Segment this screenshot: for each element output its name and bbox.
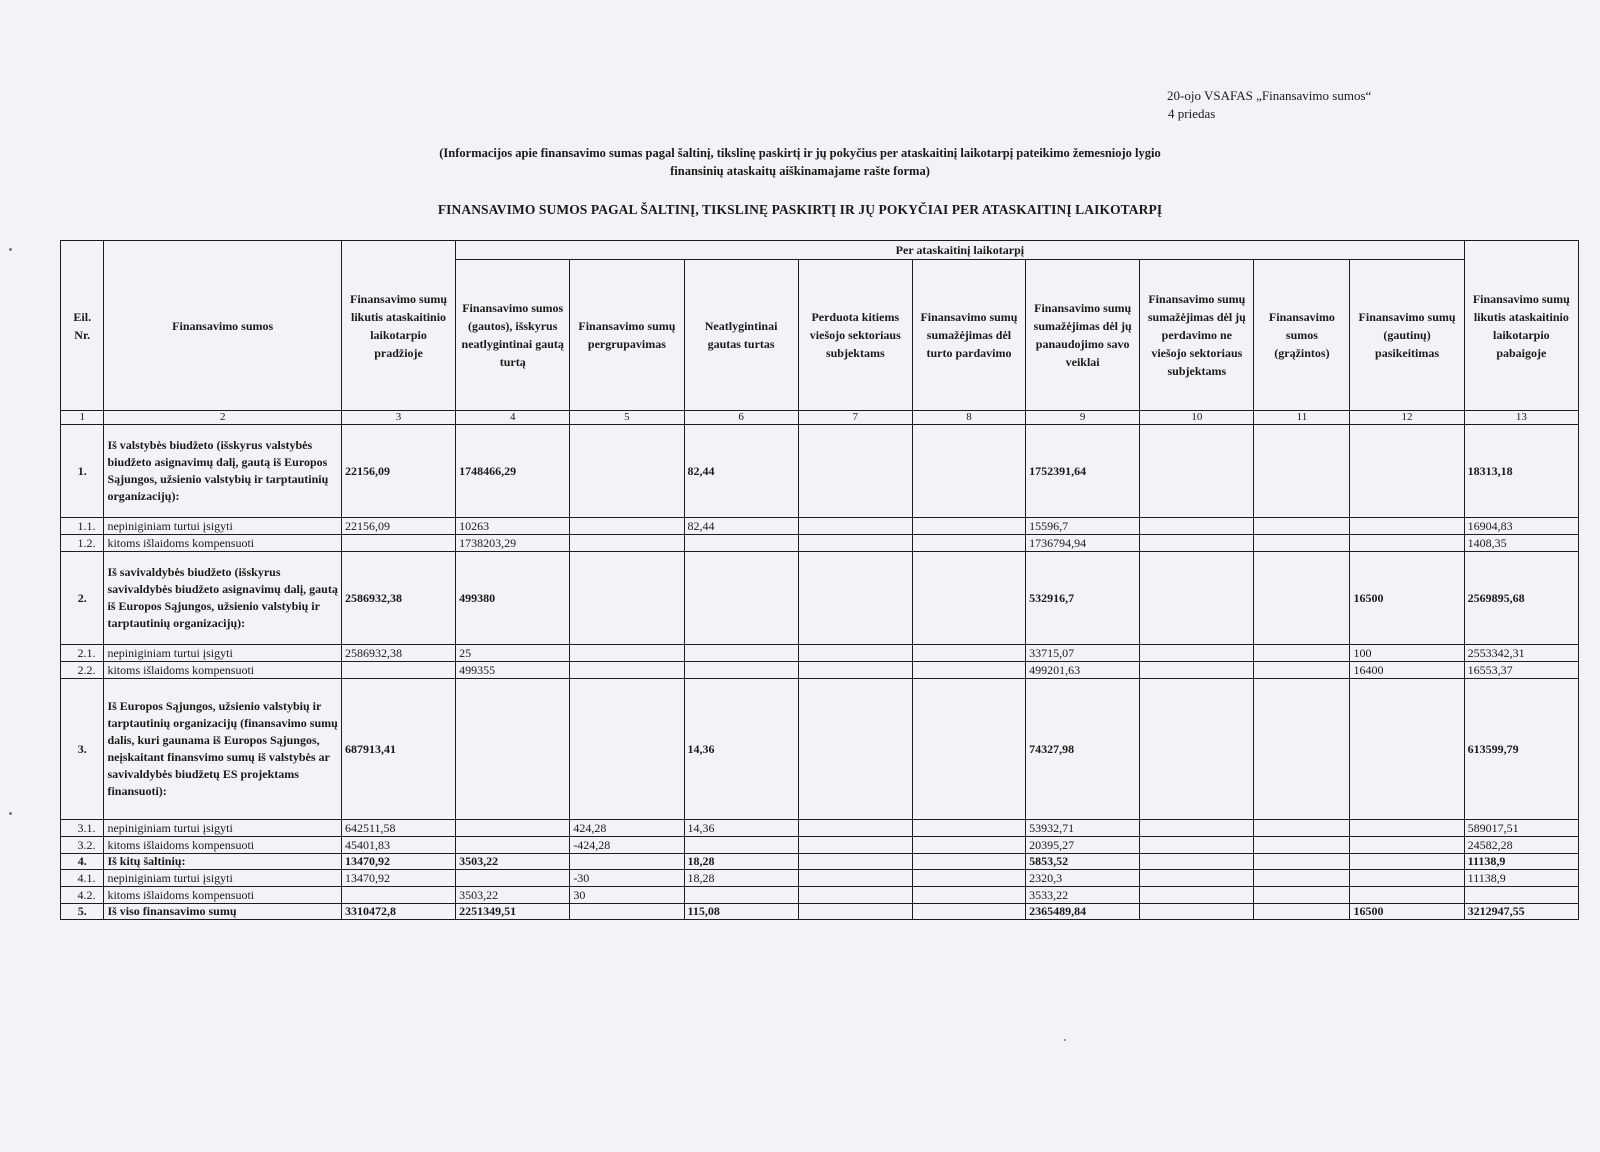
value-cell: 613599,79 [1464,679,1578,820]
value-cell: 16500 [1350,904,1464,920]
column-number: 5 [570,411,684,425]
scan-speck [9,812,12,815]
value-cell: 2586932,38 [341,645,455,662]
row-label-cell: kitoms išlaidoms kompensuoti [104,662,341,679]
value-cell [570,904,684,920]
value-cell [1254,535,1350,552]
table-row [61,552,1579,645]
value-cell [912,552,1025,645]
value-cell [1350,518,1464,535]
annex-reference [1167,87,1371,123]
value-cell [798,679,912,820]
value-cell [456,837,570,854]
column-number: 11 [1254,411,1350,425]
value-cell [684,552,798,645]
value-cell: 424,28 [570,820,684,837]
row-number-cell: 1.2. [61,535,104,552]
value-cell: 15596,7 [1026,518,1140,535]
value-cell: 18313,18 [1464,425,1578,518]
value-cell [1464,887,1578,904]
value-cell [798,662,912,679]
value-cell [1254,679,1350,820]
value-cell [912,645,1025,662]
value-cell: -30 [570,870,684,887]
value-cell: 82,44 [684,425,798,518]
value-cell [1254,854,1350,870]
row-number-cell: 1. [61,425,104,518]
value-cell [1350,887,1464,904]
value-cell [1140,662,1254,679]
row-number-cell: 3. [61,679,104,820]
value-cell [1350,535,1464,552]
scan-speck [1064,1039,1066,1041]
value-cell [570,425,684,518]
value-cell [912,887,1025,904]
value-cell: 2365489,84 [1026,904,1140,920]
value-cell [684,887,798,904]
value-cell: 33715,07 [1026,645,1140,662]
value-cell: 16400 [1350,662,1464,679]
value-cell [1140,854,1254,870]
form-subtitle [300,144,1300,180]
value-cell: 499380 [456,552,570,645]
value-cell [456,820,570,837]
header-row-number: Eil. Nr. [61,241,104,411]
value-cell: 18,28 [684,870,798,887]
value-cell [1350,679,1464,820]
value-cell [341,662,455,679]
column-number: 9 [1026,411,1140,425]
row-label-cell: nepiniginiam turtui įsigyti [104,645,341,662]
value-cell [1254,904,1350,920]
value-cell: 82,44 [684,518,798,535]
value-cell [1254,887,1350,904]
table-subrow [61,870,1579,887]
value-cell [456,870,570,887]
value-cell: 24582,28 [1464,837,1578,854]
value-cell [912,662,1025,679]
value-cell [1350,820,1464,837]
header-free-assets: Neatlygintinai gautas turtas [684,260,798,411]
row-label-cell: nepiniginiam turtui įsigyti [104,518,341,535]
header-regrouping: Finansavimo sumų pergrupavimas [570,260,684,411]
value-cell [684,662,798,679]
value-cell: 2553342,31 [1464,645,1578,662]
row-number-cell: 3.2. [61,837,104,854]
annex-standard-line: 20-ojo VSAFAS „Finansavimo sumos“ [1167,88,1372,103]
subtitle-line-2: finansinių ataskaitų aiškinamajame rašte forma) [670,164,930,178]
value-cell: 11138,9 [1464,870,1578,887]
row-number-cell: 2.2. [61,662,104,679]
row-label-cell: Iš Europos Sąjungos, užsienio valstybių ir tarptautinių organizacijų (finansavimo sumų dalis, kuri gaunama iš Europos Sąjungos, neįskaitant finansvimo sumų iš valstybės ar savivaldybės biudžetų ES projektams finansuoti): [104,679,341,820]
value-cell: -424,28 [570,837,684,854]
value-cell: 1752391,64 [1026,425,1140,518]
table-subrow [61,518,1579,535]
value-cell [798,887,912,904]
value-cell [1350,425,1464,518]
value-cell [1140,552,1254,645]
value-cell: 115,08 [684,904,798,920]
table-row [61,904,1579,920]
value-cell [1140,837,1254,854]
value-cell: 16904,83 [1464,518,1578,535]
value-cell [570,552,684,645]
column-number: 7 [798,411,912,425]
value-cell: 2320,3 [1026,870,1140,887]
value-cell: 20395,27 [1026,837,1140,854]
value-cell: 18,28 [684,854,798,870]
value-cell: 100 [1350,645,1464,662]
value-cell [798,870,912,887]
value-cell [798,425,912,518]
column-number: 2 [104,411,341,425]
row-number-cell: 1.1. [61,518,104,535]
value-cell [1254,645,1350,662]
value-cell: 16500 [1350,552,1464,645]
value-cell [912,854,1025,870]
header-decrease-use: Finansavimo sumų sumažėjimas dėl jų panaudojimo savo veiklai [1026,260,1140,411]
header-decrease-transfer-nonpublic: Finansavimo sumų sumažėjimas dėl jų perdavimo ne viešojo sektoriaus subjektams [1140,260,1254,411]
value-cell [570,679,684,820]
value-cell [341,887,455,904]
table-subrow [61,887,1579,904]
column-number-row [61,411,1579,425]
value-cell: 499201,63 [1026,662,1140,679]
row-label-cell: kitoms išlaidoms kompensuoti [104,535,341,552]
row-number-cell: 3.1. [61,820,104,837]
value-cell: 10263 [456,518,570,535]
value-cell: 13470,92 [341,854,455,870]
table-subrow [61,645,1579,662]
value-cell: 499355 [456,662,570,679]
row-number-cell: 4. [61,854,104,870]
value-cell: 642511,58 [341,820,455,837]
value-cell [1140,679,1254,820]
value-cell [798,854,912,870]
value-cell: 45401,83 [341,837,455,854]
value-cell [1254,552,1350,645]
value-cell: 3503,22 [456,854,570,870]
value-cell [798,837,912,854]
annex-number-line: 4 priedas [1168,106,1216,121]
value-cell: 3310472,8 [341,904,455,920]
value-cell [912,870,1025,887]
header-receivable-change: Finansavimo sumų (gautinų) pasikeitimas [1350,260,1464,411]
value-cell [798,904,912,920]
value-cell [912,535,1025,552]
column-number: 12 [1350,411,1464,425]
value-cell [1140,887,1254,904]
value-cell [1350,854,1464,870]
value-cell: 53932,71 [1026,820,1140,837]
header-reporting-period: Per ataskaitinį laikotarpį [456,241,1465,260]
financing-table [60,240,1579,920]
subtitle-line-1: (Informacijos apie finansavimo sumas pagal šaltinį, tikslinę paskirtį ir jų pokyčius per ataskaitinį laikotarpį pateikimo žemesniojo lygio [439,146,1161,160]
value-cell: 22156,09 [341,425,455,518]
value-cell: 2569895,68 [1464,552,1578,645]
value-cell: 11138,9 [1464,854,1578,870]
column-number: 13 [1464,411,1578,425]
row-number-cell: 2.1. [61,645,104,662]
value-cell: 1736794,94 [1026,535,1140,552]
table-row [61,854,1579,870]
value-cell: 687913,41 [341,679,455,820]
column-number: 8 [912,411,1025,425]
value-cell [684,837,798,854]
scan-speck [9,248,12,251]
value-cell [912,837,1025,854]
value-cell: 3212947,55 [1464,904,1578,920]
value-cell [1140,518,1254,535]
value-cell: 16553,37 [1464,662,1578,679]
value-cell [1140,870,1254,887]
table-subrow [61,535,1579,552]
header-decrease-sale: Finansavimo sumų sumažėjimas dėl turto pardavimo [912,260,1025,411]
value-cell [1254,662,1350,679]
value-cell [1140,904,1254,920]
row-label-cell: Iš savivaldybės biudžeto (išskyrus savivaldybės biudžeto asignavimų dalį, gautą iš Europos Sąjungos, užsienio valstybių ir tarptautinių organizacijų): [104,552,341,645]
value-cell [684,535,798,552]
column-number: 6 [684,411,798,425]
row-number-cell: 2. [61,552,104,645]
column-number: 10 [1140,411,1254,425]
value-cell: 22156,09 [341,518,455,535]
document-title: FINANSAVIMO SUMOS PAGAL ŠALTINĮ, TIKSLINĘ PASKIRTĮ IR JŲ POKYČIAI PER ATASKAITINĮ LAIKOTARPĮ [437,202,1163,217]
value-cell [1254,518,1350,535]
value-cell: 589017,51 [1464,820,1578,837]
header-closing-balance: Finansavimo sumų likutis ataskaitinio laikotarpio pabaigoje [1464,241,1578,411]
header-returned: Finansavimo sumos (grąžintos) [1254,260,1350,411]
value-cell: 5853,52 [1026,854,1140,870]
value-cell [912,820,1025,837]
value-cell: 25 [456,645,570,662]
column-number: 1 [61,411,104,425]
row-number-cell: 4.1. [61,870,104,887]
value-cell [798,518,912,535]
value-cell [1140,425,1254,518]
value-cell [570,535,684,552]
value-cell: 1748466,29 [456,425,570,518]
value-cell: 14,36 [684,679,798,820]
value-cell [1140,645,1254,662]
value-cell [570,645,684,662]
row-label-cell: nepiniginiam turtui įsigyti [104,820,341,837]
value-cell [341,535,455,552]
row-number-cell: 5. [61,904,104,920]
value-cell [912,425,1025,518]
table-subrow [61,820,1579,837]
value-cell [1140,820,1254,837]
value-cell [798,645,912,662]
header-received: Finansavimo sumos (gautos), išskyrus neatlygintinai gautą turtą [456,260,570,411]
value-cell [1140,535,1254,552]
value-cell [1350,837,1464,854]
header-financing-sums: Finansavimo sumos [104,241,341,411]
column-number: 4 [456,411,570,425]
value-cell: 532916,7 [1026,552,1140,645]
value-cell [798,820,912,837]
value-cell [1254,837,1350,854]
value-cell: 13470,92 [341,870,455,887]
table-row [61,425,1579,518]
row-label-cell: Iš viso finansavimo sumų [104,904,341,920]
row-label-cell: kitoms išlaidoms kompensuoti [104,887,341,904]
value-cell [798,552,912,645]
value-cell [1254,820,1350,837]
header-transferred-public: Perduota kitiems viešojo sektoriaus subjektams [798,260,912,411]
value-cell: 30 [570,887,684,904]
value-cell [684,645,798,662]
value-cell: 2251349,51 [456,904,570,920]
value-cell: 2586932,38 [341,552,455,645]
value-cell [912,679,1025,820]
value-cell: 14,36 [684,820,798,837]
value-cell: 3533,22 [1026,887,1140,904]
table-subrow [61,837,1579,854]
value-cell [570,854,684,870]
table-subrow [61,662,1579,679]
value-cell [912,518,1025,535]
column-number: 3 [341,411,455,425]
value-cell [1254,425,1350,518]
value-cell: 1738203,29 [456,535,570,552]
value-cell: 1408,35 [1464,535,1578,552]
row-label-cell: Iš kitų šaltinių: [104,854,341,870]
value-cell [798,535,912,552]
value-cell [912,904,1025,920]
row-number-cell: 4.2. [61,887,104,904]
row-label-cell: Iš valstybės biudžeto (išskyrus valstybės biudžeto asignavimų dalį, gautą iš Europos Sąjungos, užsienio valstybių ir tarptautinių organizacijų): [104,425,341,518]
value-cell: 74327,98 [1026,679,1140,820]
value-cell [1254,870,1350,887]
value-cell [570,518,684,535]
value-cell [1350,870,1464,887]
value-cell: 3503,22 [456,887,570,904]
row-label-cell: nepiniginiam turtui įsigyti [104,870,341,887]
row-label-cell: kitoms išlaidoms kompensuoti [104,837,341,854]
header-opening-balance: Finansavimo sumų likutis ataskaitinio laikotarpio pradžioje [341,241,455,411]
value-cell [456,679,570,820]
value-cell [570,662,684,679]
table-row [61,679,1579,820]
